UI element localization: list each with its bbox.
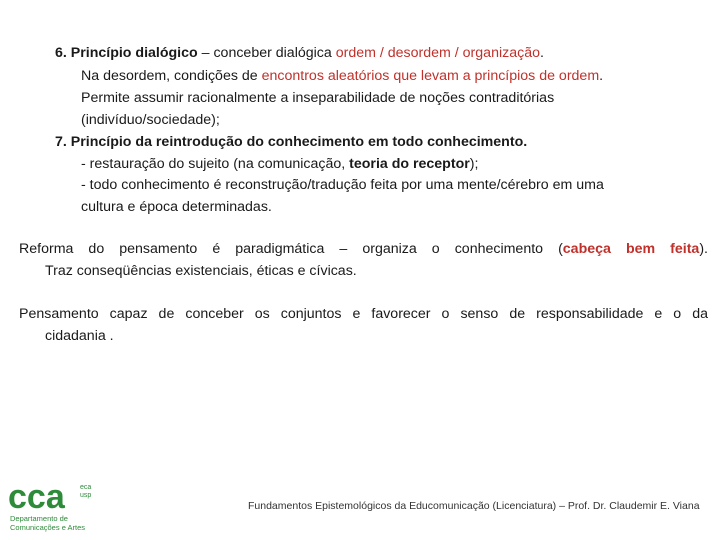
item6-title-rest: – conceber dialógica xyxy=(197,45,336,61)
reforma-highlight: cabeça bem feita xyxy=(562,241,700,257)
item6-title: 6. Princípio dialógico xyxy=(55,45,198,61)
item6-line3: Permite assumir racionalmente a inseparabilidade de noções contraditórias xyxy=(81,90,555,106)
item6-l2-end: . xyxy=(599,68,604,84)
item6-line1 xyxy=(55,44,544,62)
item6-title-highlight: ordem / desordem / organização xyxy=(335,45,540,61)
pensamento-line2: cidadania . xyxy=(45,328,114,344)
item7-line4: cultura e época determinadas. xyxy=(81,199,272,215)
item7-l2-end: ); xyxy=(469,156,479,172)
item7-line2 xyxy=(81,155,478,173)
item6-line2 xyxy=(81,67,603,85)
logo-line2: Comunicações e Artes xyxy=(10,523,86,532)
logo-letters: cca xyxy=(8,480,65,516)
reforma-text: Reforma do pensamento é paradigmática – organiza o conhecimento ( xyxy=(19,241,563,257)
item7-title: 7. Princípio da reintrodução do conhecimento em todo conhecimento. xyxy=(55,134,528,150)
item7-l2-text: - restauração do sujeito (na comunicação, xyxy=(81,156,350,172)
reforma-end: ). xyxy=(699,241,708,257)
logo-eca: eca xyxy=(80,484,92,491)
logo-usp: usp xyxy=(80,492,92,499)
logo-line1: Departamento de xyxy=(10,514,68,523)
item7-line3: - todo conhecimento é reconstrução/tradução feita por uma mente/cérebro em uma xyxy=(81,177,604,193)
reforma-line2: Traz conseqüências existenciais, éticas e cívicas. xyxy=(45,263,357,279)
footer-citation: Fundamentos Epistemológicos da Educomunicação (Licenciatura) – Prof. Dr. Claudemir E. Viana xyxy=(248,500,700,512)
cca-logo xyxy=(8,480,100,532)
reforma-line1 xyxy=(19,240,708,258)
item6-l2-highlight: encontros aleatórios que levam a princípios de ordem xyxy=(261,68,600,84)
item7-l2-bold: teoria do receptor xyxy=(349,156,470,172)
pensamento-line1: Pensamento capaz de conceber os conjuntos e favorecer o senso de responsabilidade e o da xyxy=(19,306,708,322)
item6-line4: (indivíduo/sociedade); xyxy=(81,112,220,128)
item6-title-end: . xyxy=(539,45,544,61)
item6-l2-text: Na desordem, condições de xyxy=(81,68,262,84)
